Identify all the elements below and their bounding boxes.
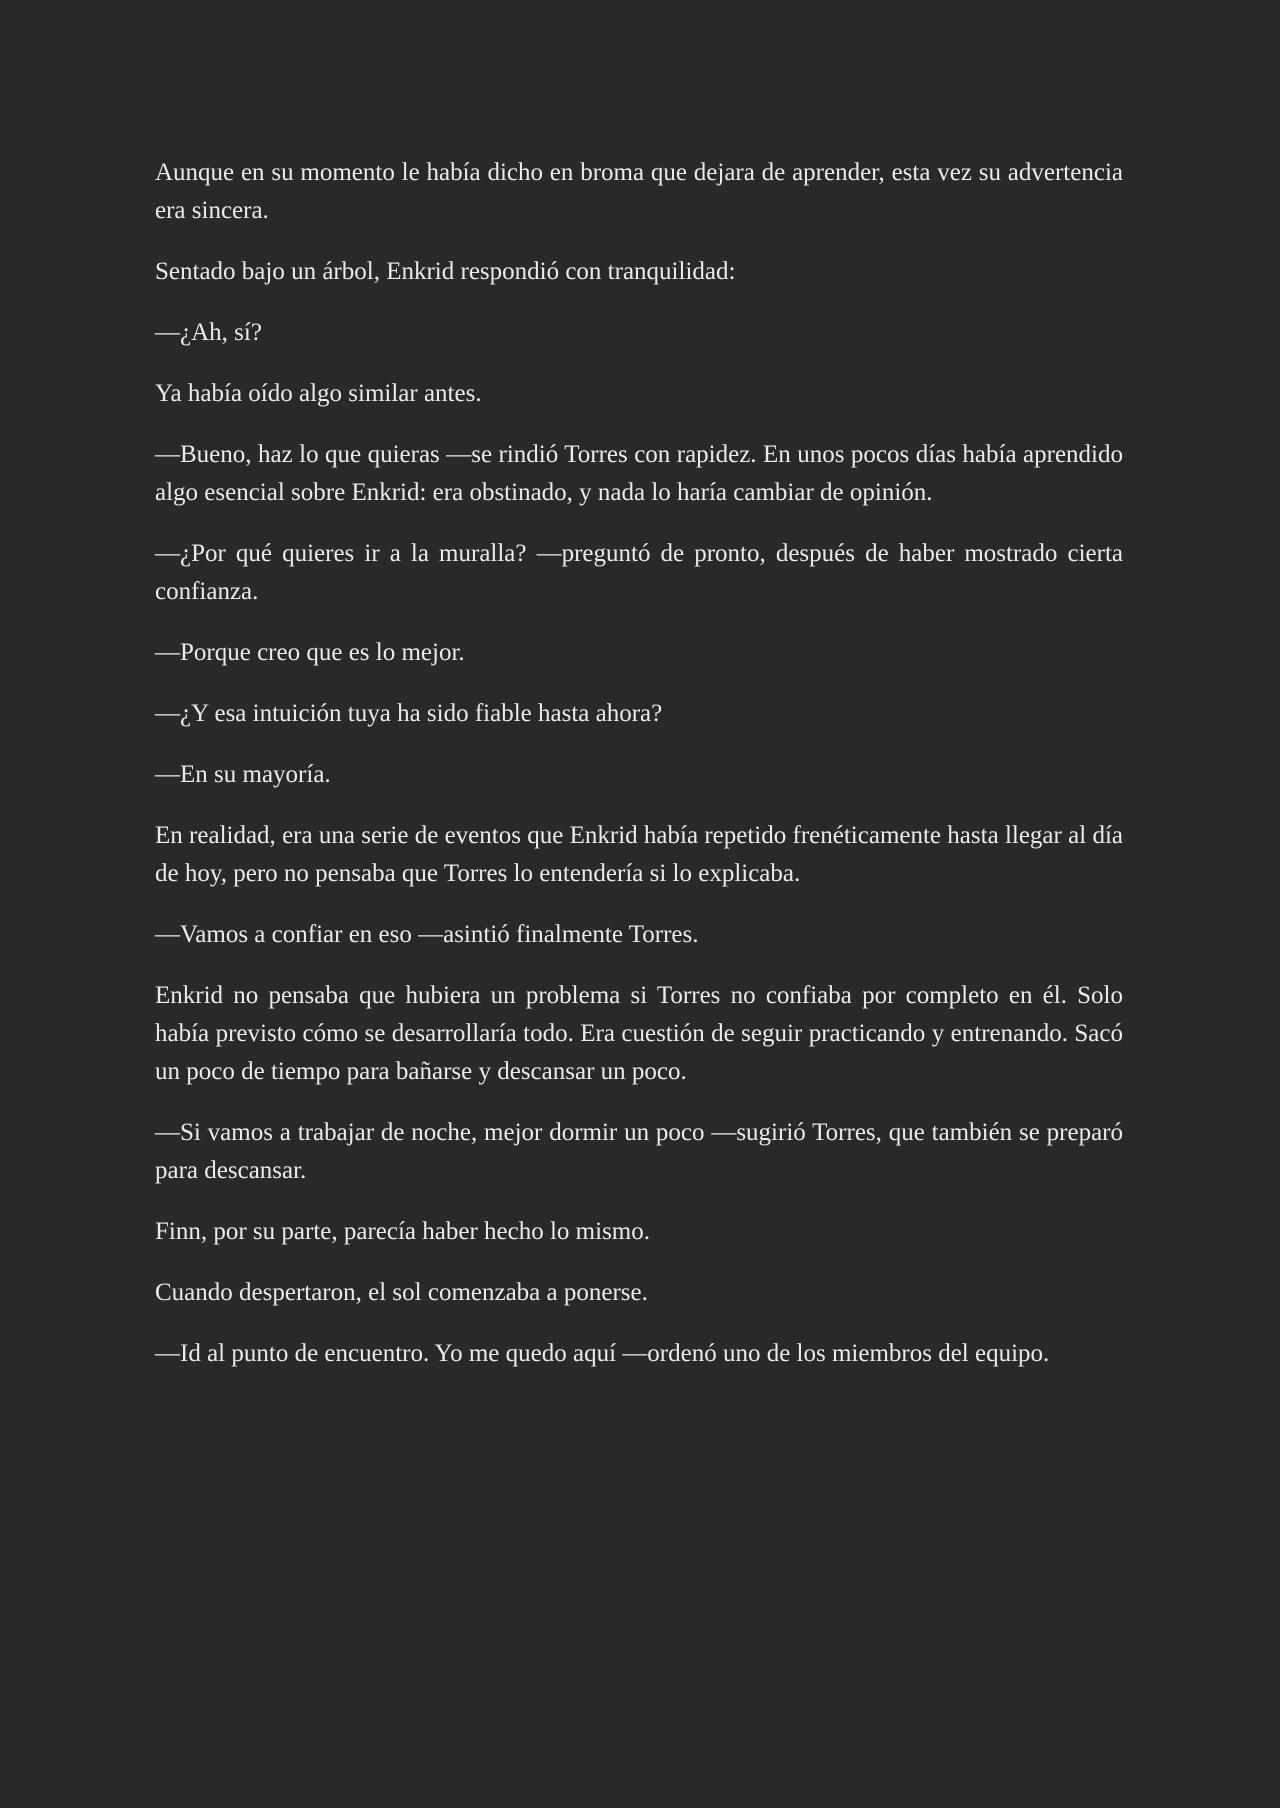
paragraph: Finn, por su parte, parecía haber hecho lo mismo. — [155, 1218, 650, 1245]
paragraph: Enkrid no pensaba que hubiera un problema si Torres no confiaba por completo en él. Solo había previsto cómo se desarrollaría todo. Era cuestión de seguir practicando y entrenando. Sacó un poco de tiempo para bañarse y descansar un poco. — [155, 982, 1123, 1085]
paragraph: —Id al punto de encuentro. Yo me quedo aquí —ordenó uno de los miembros del equipo. — [155, 1340, 1050, 1367]
paragraph: —Bueno, haz lo que quieras —se rindió Torres con rapidez. En unos pocos días había aprendido algo esencial sobre Enkrid: era obstinado, y nada lo haría cambiar de opinión. — [155, 441, 1123, 506]
paragraph: Cuando despertaron, el sol comenzaba a ponerse. — [155, 1279, 648, 1306]
paragraph: Aunque en su momento le había dicho en broma que dejara de aprender, esta vez su advertencia era sincera. — [155, 159, 1123, 224]
paragraph: Sentado bajo un árbol, Enkrid respondió con tranquilidad: — [155, 258, 736, 285]
paragraph: —¿Y esa intuición tuya ha sido fiable hasta ahora? — [155, 700, 663, 727]
paragraph: —¿Por qué quieres ir a la muralla? —preguntó de pronto, después de haber mostrado cierta confianza. — [155, 540, 1123, 605]
paragraph: En realidad, era una serie de eventos que Enkrid había repetido frenéticamente hasta llegar al día de hoy, pero no pensaba que Torres lo entendería si lo explicaba. — [155, 822, 1123, 887]
paragraph: Ya había oído algo similar antes. — [155, 380, 482, 407]
paragraph: —¿Ah, sí? — [155, 319, 262, 346]
paragraph: —En su mayoría. — [155, 761, 331, 788]
paragraph: —Vamos a confiar en eso —asintió finalmente Torres. — [155, 921, 699, 948]
paragraph: —Porque creo que es lo mejor. — [155, 639, 465, 666]
reading-page — [155, 154, 1123, 1396]
paragraph: —Si vamos a trabajar de noche, mejor dormir un poco —sugirió Torres, que también se preparó para descansar. — [155, 1119, 1123, 1184]
